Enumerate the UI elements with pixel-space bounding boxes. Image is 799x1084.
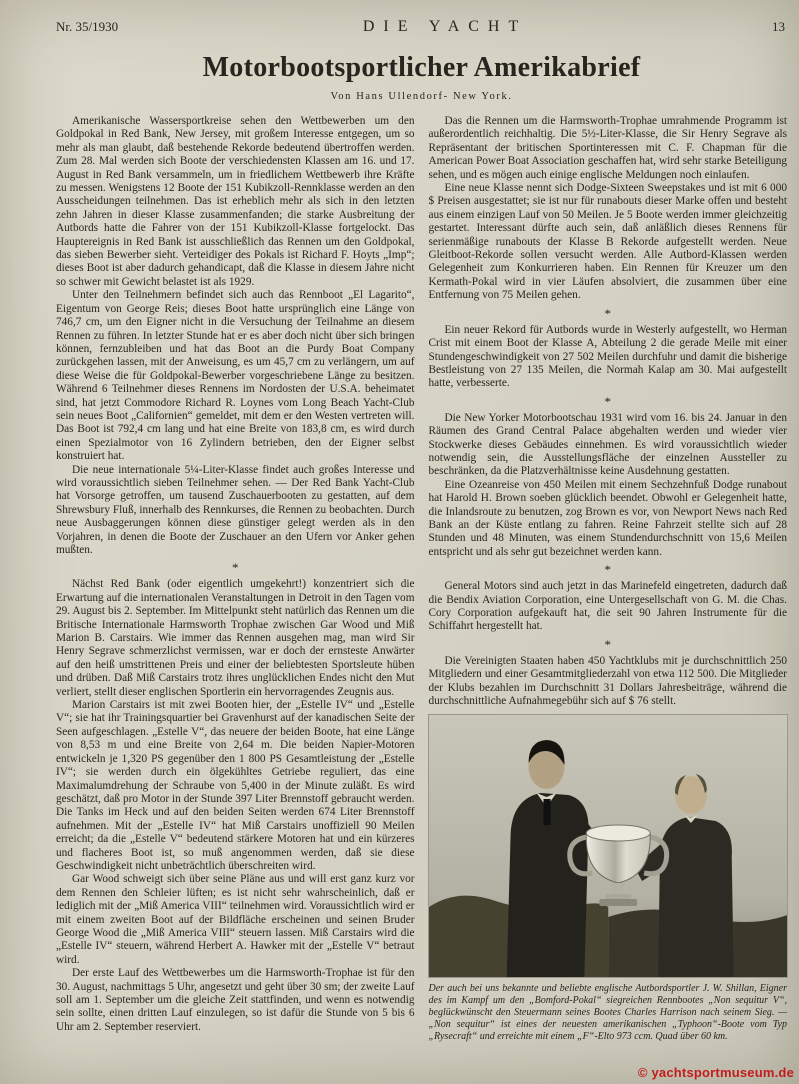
section-separator: *	[604, 305, 611, 321]
section-separator: *	[604, 393, 611, 409]
right-column	[429, 115, 788, 1043]
photo-caption: Der auch bei uns bekannte und beliebte englische Autbordsportler J. W. Shillan, Eigner des im Kampf um den „Bomford-Pokal“ siegreichen Rennbootes „Non sequitur V“, beglückwünscht den Steuermann seines Bootes Charles Harrison nach seinem Sieg. — „Non sequitur“ ist eines der neuesten amerikanischen „Typhoon“-Boote vom Typ „Rysecraft“ und erreichte mit einem „F“-Elto 973 ccm. Quad über 60 km.	[428, 983, 787, 1043]
paragraph: Die neue internationale 5¼-Liter-Klasse findet auch großes Interesse und wird voraussichtlich sieben Teilnehmer sehen. — Der Red Bank Yacht-Club hat Vorsorge getroffen, um tausend Zuschauerbooten zu gestatten, auf dem Shrewsbury Fluß, innerhalb des Rennkurses, die Rennen zu beobachten. Durch neue Ausbaggerungen können diese günstiger gelegt werden als in den Vorjahren, in denen die Boote der Zuschauer an den Ufern vor Anker gehen mußten.	[56, 463, 415, 556]
paragraph: Amerikanische Wassersportkreise sehen den Wettbewerben um den Goldpokal in Red Bank, New Jersey, mit großem Interesse entgegen, um so mehr als man glaubt, daß bestehende Rekorde bedeutend übertroffen werden. Zum 28. Mal werden sich Boote der verschiedensten Klassen am 16. und 17. August in Red Bank versammeln, um in friedlichem Wettbewerb ihre Kräfte zu messen. Wenigstens 12 Boote der 151 Kubikzoll-Rennklasse werden an den Ausscheidungen teilnehmen. Das ist erheblich mehr als sich in den letzten zehn Jahren in dieser Klasse zusammenfanden; die starke Ausbreitung der Autbords hatte die Fahrer von der 151 Kubikzoll-Klasse fortgelockt. Das Hauptereignis in Red Bank ist ausschließlich das Rennen um den Goldpokal, das sieben Bewerber sieht. Verteidiger des Pokals ist Richard F. Hoyts „Imp“; dieses Boot ist aber dadurch gehandicapt, daß die Klasse in diesem Jahre nicht so schwer mit Gewicht belastet ist als 1929.	[56, 115, 415, 288]
section-separator: *	[604, 562, 611, 578]
paragraph: Marion Carstairs ist mit zwei Booten hier, der „Estelle IV“ und „Estelle V“; sie hat ihr Trainingsquartier bei Gravenhurst auf der kanadischen Seite der Seen aufgeschlagen. „Estelle V“, das neuere der beiden Boote, hat eine Länge von 8,53 m und eine Breite von 2,64 m. Die beiden Napier-Motoren entwickeln je 1,320 PS gegenüber den 1 800 PS Gesamtleistung der „Estelle IV“; sie werden durch ein ölgekühltes Getriebe reguliert, das eine Maximalumdrehung der Schraube von 5,400 in der Minute zuläßt. Es wird geschätzt, daß pro Motor in der Stunde 397 Liter Brennstoff gebraucht werden. Die Tanks im Heck und auf den beiden Seiten werden 674 Liter Brennstoff aufnehmen. Mit der „Estelle IV“ hat Miß Carstairs unoffiziell 90 Meilen erreicht; da die „Estelle V“ bedeutend stärkere Motoren hat und ein kürzeres und flacheres Boot ist, so muß angenommen werden, daß sie diese Geschwindigkeit nicht unbeträchtlich überschreiten wird.	[56, 699, 415, 872]
issue-number: Nr. 35/1930	[56, 19, 119, 34]
masthead-title: DIE YACHT	[362, 18, 528, 35]
watermark: © yachtsportmuseum.de	[637, 1065, 794, 1080]
paragraph: Eine neue Klasse nennt sich Dodge-Sixteen Sweepstakes und ist mit 6 000 $ Preisen ausgestattet; sie ist nur für runabouts dieser Marke offen und besteht aus einem einzigen Lauf von 50 Meilen. Je 5 Boote werden immer gleichzeitig gestartet. Interessant dürfte auch sein, daß anläßlich dieses Rennens für serienmäßige runabouts der Klasse B Rekorde aufgestellt werden. Neue Gleitboot-Rekorde sollen versucht werden. Alle Autbord-Klassen werden Gelegenheit zum Konkurrieren haben. Ein Rennen für Kreuzer um den Kermath-Pokal wird in vier Läufen absolviert, die zusammen über eine Entfernung von 75 Meilen gehen.	[428, 182, 787, 302]
paragraph: Ein neuer Rekord für Autbords wurde in Westerly aufgestellt, wo Herman Crist mit einem Boot der Klasse A, Abteilung 2 die gerade Meile mit einer Stundengeschwindigkeit von 27 502 Meilen durchfuhr und damit die bisherige Bestleistung von 27 135 Meilen, die Normah Kalap am 30. Mai aufgestellt hatte, verbesserte.	[428, 323, 787, 390]
paragraph: Nächst Red Bank (oder eigentlich umgekehrt!) konzentriert sich die Erwartung auf die internationalen Veranstaltungen in Detroit in den Tagen vom 29. August bis 2. September. Im Mittelpunkt steht natürlich das Rennen um die Britische Internationale Harmsworth Trophae zwischen Gar Wood und Miß Marion B. Carstairs. Wie immer das Rennen ausgehen mag, man wird Sir Henry Segrave schmerzlichst vermissen, war er doch der ernsteste Anwärter auf den heiß umstrittenen Preis und einer der beliebtesten Sportsleute hüben und drüben. Daß Miß Carstairs trotz ihres unglücklichen Endes nicht den Mut verliert, stellt dieser englischen Sportlerin ein hervorragendes Zeugnis aus.	[56, 578, 415, 698]
article-byline: Von Hans Ullendorf- New York.	[330, 91, 513, 102]
section-separator: *	[232, 560, 239, 576]
article-title: Motorbootsportlicher Amerikabrief	[202, 52, 641, 83]
paragraph: General Motors sind auch jetzt in das Marinefeld eingetreten, dadurch daß die Bendix Aviation Corporation, eine Untergesellschaft von G. M. die Chas. Cory Corporation aufgekauft hat, die seit 90 Jahren Instrumente für die Schiffahrt hergestellt hat.	[428, 580, 787, 633]
paragraph: Unter den Teilnehmern befindet sich auch das Rennboot „El Lagarito“, Eigentum von George Reis; dieses Boot hatte ursprünglich eine Länge von 746,7 cm, um den Eigner nicht in die Versuchung der Teilnahme an diesem Rennen zu führen. In letzter Stunde hat er es aber doch nicht über sich bringen können, fernzubleiben und hat das Boot an die Purdy Boat Company zurückgehen lassen, mit der Anweisung, es um 45,7 cm zu verlängern, um auf diese Weise die für Goldpokal-Bewerber vorgeschriebene Länge zu besitzen. Während 6 Teilnehmer dieses Rennens im Nordosten der U.S.A. beheimatet sind, hat jetzt Commodore Richard R. Loynes vom Long Beach Yacht-Club sein neues Boot „Californien“ gemeldet, mit dem er den Westen vertreten will. Das Boot ist 792,4 cm lang und hat eine Breite von 183,8 cm, es wird durch einen Spezialmotor von 16 Zylindern betrieben, den der Eigner selbst konstruiert hat.	[56, 289, 415, 463]
paragraph: Der erste Lauf des Wettbewerbes um die Harmsworth-Trophae ist für den 30. August, nachmittags 5 Uhr, angesetzt und geht über 30 sm; der zweite Lauf soll am 1. September um die gleiche Zeit stattfinden, und wenn es notwendig sein sollte, einen dritten Lauf einzulegen, so ist dafür die Stunde von 5 bis 6 Uhr am 2. September reserviert.	[56, 967, 415, 1033]
left-column	[56, 115, 415, 1043]
paragraph: Das die Rennen um die Harmsworth-Trophae umrahmende Programm ist außerordentlich reichhaltig. Die 5½-Liter-Klasse, die Sir Henry Segrave als Repräsentant der britischen Sportinteressen mit C. F. Chapman für die American Power Boat Association geschaffen hat, wird sehr starke Beteiligung sehen, und es mögen auch einige englische Meldungen noch einlaufen.	[428, 115, 787, 181]
section-separator: *	[604, 636, 611, 652]
paragraph: Die New Yorker Motorbootschau 1931 wird vom 16. bis 24. Januar in den Räumen des Grand Central Palace abgehalten werden und wieder vier Stockwerke dieses Gebäudes einnehmen. Es wird voraussichtlich wieder notwendig sein, die Ausstellungsfläche der einzelnen Aussteller zu beschränken, da die Platzverhältnisse keine Ausdehnung gestatten.	[428, 411, 787, 478]
paragraph: Eine Ozeanreise von 450 Meilen mit einem Sechzehnfuß Dodge runabout hat Harold H. Brown soeben glücklich beendet. Obwohl er Gelegenheit hatte, die Inlandsroute zu benutzen, zog Brown es vor, von Newport News nach Red Bank an der Küste entlang zu fahren. Reine Fahrzeit stellte sich auf 28 Stunden und 48 Minuten, was einem Stundendurchschnitt von 15,6 Meilen entspricht und als sehr gut bezeichnet werden kann.	[428, 478, 787, 558]
article-photo	[429, 715, 788, 977]
page-number: 13	[772, 19, 785, 34]
trophy-presentation-illustration	[429, 715, 788, 977]
paragraph: Die Vereinigten Staaten haben 450 Yachtklubs mit je durchschnittlich 250 Mitgliedern und einer Gesamtmitgliederzahl von etwa 112 500. Die Mitglieder der Klubs bezahlen im Durchschnitt 31 Dollars Jahresbeiträge, während die durchschnittliche Aufnahmegebühr sich auf $ 76 stellt.	[428, 654, 787, 708]
article-body	[56, 115, 787, 1043]
paragraph: Gar Wood schweigt sich über seine Pläne aus und will erst ganz kurz vor dem Rennen den Schleier lüften; es ist nicht sehr wahrscheinlich, daß er lediglich mit der „Miß America VIII“ teilnehmen wird. Voraussichtlich wird er mit einem zweiten Boot auf der Bildfläche erscheinen und seinen Bruder George Wood die „Miß America VIII“ steuern lassen. Miß Carstairs wird die „Estelle IV“ steuern, während Herbert A. Hawker mit der „Estelle V“ betraut wird.	[56, 873, 415, 966]
page-header	[56, 18, 787, 36]
